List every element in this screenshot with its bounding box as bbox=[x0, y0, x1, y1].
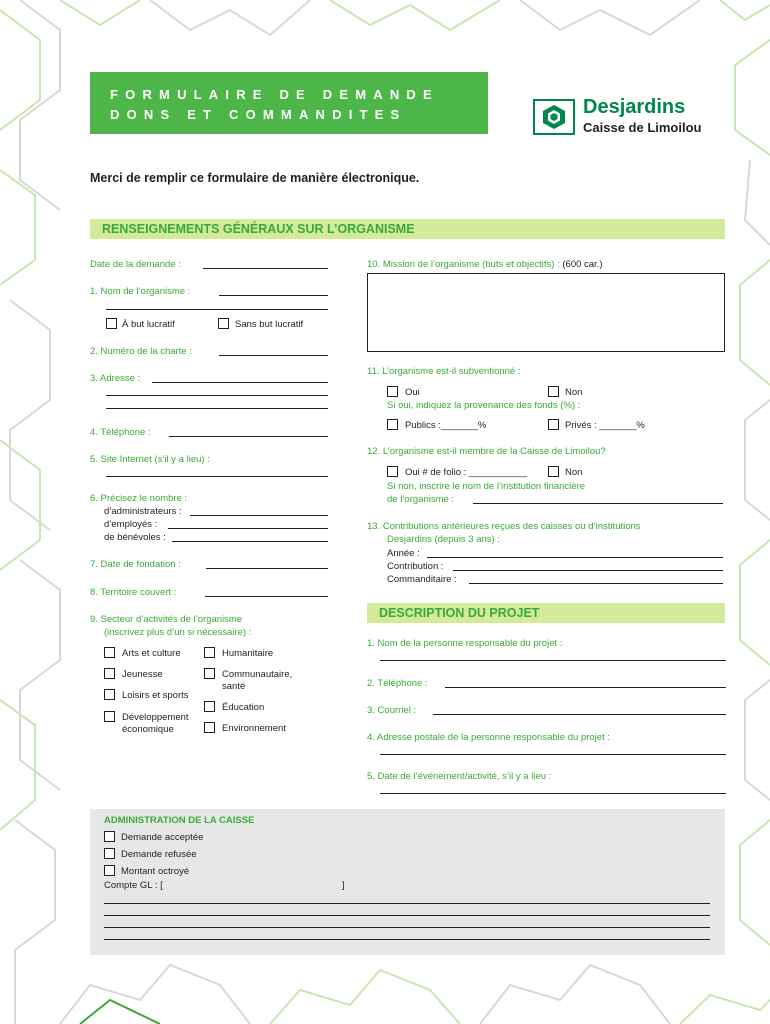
education-label: Éducation bbox=[222, 702, 265, 713]
admin-notes-line[interactable] bbox=[104, 915, 710, 916]
subvention-oui-checkbox[interactable] bbox=[387, 386, 398, 397]
subvention-non-label: Non bbox=[565, 387, 583, 398]
loisirs-checkbox[interactable] bbox=[104, 689, 115, 700]
date-label: Date de la demande : bbox=[90, 259, 181, 270]
admin-notes-line[interactable] bbox=[104, 927, 710, 928]
subvention-oui-label: Oui bbox=[405, 387, 420, 398]
responsable-field[interactable] bbox=[380, 660, 726, 661]
projet-heading: DESCRIPTION DU PROJET bbox=[367, 603, 725, 623]
form-title-line2: DONS ET COMMANDITES bbox=[110, 107, 407, 122]
telephone-field[interactable] bbox=[169, 436, 328, 437]
adresse-field[interactable] bbox=[152, 382, 328, 383]
prives-checkbox[interactable] bbox=[548, 419, 559, 430]
membre-non-label: Non bbox=[565, 467, 583, 478]
montant-checkbox[interactable] bbox=[104, 865, 115, 876]
education-checkbox[interactable] bbox=[204, 701, 215, 712]
adresse-postale-label: 4. Adresse postale de la personne responsable du projet : bbox=[367, 732, 610, 743]
developpement-checkbox[interactable] bbox=[104, 711, 115, 722]
mission-label: 10. Mission de l’organisme (buts et objectifs) : (600 car.) bbox=[367, 259, 603, 270]
membre-non-checkbox[interactable] bbox=[548, 466, 559, 477]
charte-label: 2. Numéro de la charte : bbox=[90, 346, 192, 357]
contributions-label: 13. Contributions antérieures reçues des caisses ou d’institutions bbox=[367, 521, 641, 532]
org-name-label: 1. Nom de l’organisme : bbox=[90, 286, 191, 297]
but-lucratif-label: À but lucratif bbox=[122, 319, 175, 330]
compte-gl-label: Compte GL : [ bbox=[104, 880, 163, 891]
humanitaire-label: Humanitaire bbox=[222, 648, 274, 659]
site-field[interactable] bbox=[106, 476, 328, 477]
prives-label: Privés : _______% bbox=[565, 420, 645, 431]
adresse-field-3[interactable] bbox=[106, 408, 328, 409]
employes-label: d’employés : bbox=[104, 519, 158, 530]
projet-telephone-field[interactable] bbox=[445, 687, 726, 688]
desjardins-hexagon-logo-icon bbox=[533, 99, 575, 135]
refusee-checkbox[interactable] bbox=[104, 848, 115, 859]
sans-but-lucratif-checkbox[interactable] bbox=[218, 318, 229, 329]
form-title-line1: FORMULAIRE DE DEMANDE bbox=[110, 87, 439, 102]
subvention-label: 11. L’organisme est-il subventionné : bbox=[367, 366, 521, 377]
org-name-field[interactable] bbox=[219, 295, 328, 296]
date-evenement-label: 5. Date de l’événement/activité, s’il y a lieu : bbox=[367, 771, 552, 782]
logo-caisse: Caisse de Limoilou bbox=[583, 120, 702, 135]
commanditaire-label: Commanditaire : bbox=[387, 574, 457, 585]
date-evenement-field[interactable] bbox=[380, 793, 726, 794]
charte-field[interactable] bbox=[219, 355, 328, 356]
admin-heading: ADMINISTRATION DE LA CAISSE bbox=[104, 815, 255, 826]
refusee-label: Demande refusée bbox=[121, 849, 197, 860]
secteur-label-2: (inscrivez plus d’un si nécessaire) : bbox=[104, 627, 252, 638]
contribution-label: Contribution : bbox=[387, 561, 444, 572]
publics-checkbox[interactable] bbox=[387, 419, 398, 430]
territoire-label: 8. Territoire couvert : bbox=[90, 587, 177, 598]
institution-label: Si non, inscrire le nom de l’institution financière bbox=[387, 481, 586, 492]
commanditaire-field[interactable] bbox=[469, 583, 723, 584]
communautaire-label: Communautaire, bbox=[222, 669, 293, 680]
jeunesse-checkbox[interactable] bbox=[104, 668, 115, 679]
org-name-field-2[interactable] bbox=[106, 309, 328, 310]
site-label: 5. Site Internet (s’il y a lieu) : bbox=[90, 454, 210, 465]
publics-label: Publics :_______% bbox=[405, 420, 487, 431]
adresse-field-2[interactable] bbox=[106, 395, 328, 396]
environnement-checkbox[interactable] bbox=[204, 722, 215, 733]
contribution-field[interactable] bbox=[453, 570, 723, 571]
adresse-postale-field[interactable] bbox=[380, 754, 726, 755]
contributions-label-2: Desjardins (depuis 3 ans) : bbox=[387, 534, 500, 545]
humanitaire-checkbox[interactable] bbox=[204, 647, 215, 658]
membre-oui-label: Oui # de folio : ___________ bbox=[405, 467, 528, 478]
benevoles-label: de bénévoles : bbox=[104, 532, 166, 543]
annee-label: Année : bbox=[387, 548, 420, 559]
secteur-label: 9. Secteur d’activités de l’organisme bbox=[90, 614, 243, 625]
administration-box bbox=[90, 809, 725, 955]
compte-gl-end: ] bbox=[342, 880, 345, 891]
adresse-label: 3. Adresse : bbox=[90, 373, 141, 384]
courriel-field[interactable] bbox=[433, 714, 726, 715]
sans-but-lucratif-label: Sans but lucratif bbox=[235, 319, 304, 330]
membre-label: 12. L’organisme est-il membre de la Caisse de Limoilou? bbox=[367, 446, 606, 457]
general-info-heading: RENSEIGNEMENTS GÉNÉRAUX SUR L’ORGANISME bbox=[90, 219, 725, 239]
annee-field[interactable] bbox=[427, 557, 723, 558]
subvention-non-checkbox[interactable] bbox=[548, 386, 559, 397]
mission-textarea[interactable] bbox=[367, 273, 725, 352]
territoire-field[interactable] bbox=[205, 596, 328, 597]
communautaire-label-2: santé bbox=[222, 681, 246, 692]
benevoles-field[interactable] bbox=[172, 541, 328, 542]
fondation-label: 7. Date de fondation : bbox=[90, 559, 181, 570]
admin-notes-line[interactable] bbox=[104, 939, 710, 940]
loisirs-label: Loisirs et sports bbox=[122, 690, 189, 701]
form-title-banner bbox=[90, 72, 488, 134]
date-field[interactable] bbox=[203, 268, 328, 269]
logo-name: Desjardins bbox=[583, 96, 686, 118]
intro-text: Merci de remplir ce formulaire de manière électronique. bbox=[90, 171, 420, 185]
but-lucratif-checkbox[interactable] bbox=[106, 318, 117, 329]
communautaire-checkbox[interactable] bbox=[204, 668, 215, 679]
developpement-label-2: économique bbox=[122, 724, 174, 735]
environnement-label: Environnement bbox=[222, 723, 286, 734]
arts-checkbox[interactable] bbox=[104, 647, 115, 658]
projet-telephone-label: 2. Téléphone : bbox=[367, 678, 428, 689]
acceptee-checkbox[interactable] bbox=[104, 831, 115, 842]
courriel-label: 3. Courriel : bbox=[367, 705, 417, 716]
membre-oui-checkbox[interactable] bbox=[387, 466, 398, 477]
administrateurs-label: d’administrateurs : bbox=[104, 506, 182, 517]
fondation-field[interactable] bbox=[206, 568, 328, 569]
acceptee-label: Demande acceptée bbox=[121, 832, 204, 843]
admin-notes-line[interactable] bbox=[104, 903, 710, 904]
jeunesse-label: Jeunesse bbox=[122, 669, 163, 680]
institution-label-2: de l’organisme : bbox=[387, 494, 455, 505]
montant-label: Montant octroyé bbox=[121, 866, 190, 877]
nombre-label: 6. Précisez le nombre : bbox=[90, 493, 188, 504]
employes-field[interactable] bbox=[168, 528, 328, 529]
provenance-label: Si oui, indiquez la provenance des fonds (%) : bbox=[387, 400, 581, 411]
arts-label: Arts et culture bbox=[122, 648, 181, 659]
administrateurs-field[interactable] bbox=[190, 515, 328, 516]
developpement-label: Développement bbox=[122, 712, 189, 723]
telephone-label: 4. Téléphone : bbox=[90, 427, 151, 438]
responsable-label: 1. Nom de la personne responsable du projet : bbox=[367, 638, 563, 649]
institution-field[interactable] bbox=[473, 503, 723, 504]
